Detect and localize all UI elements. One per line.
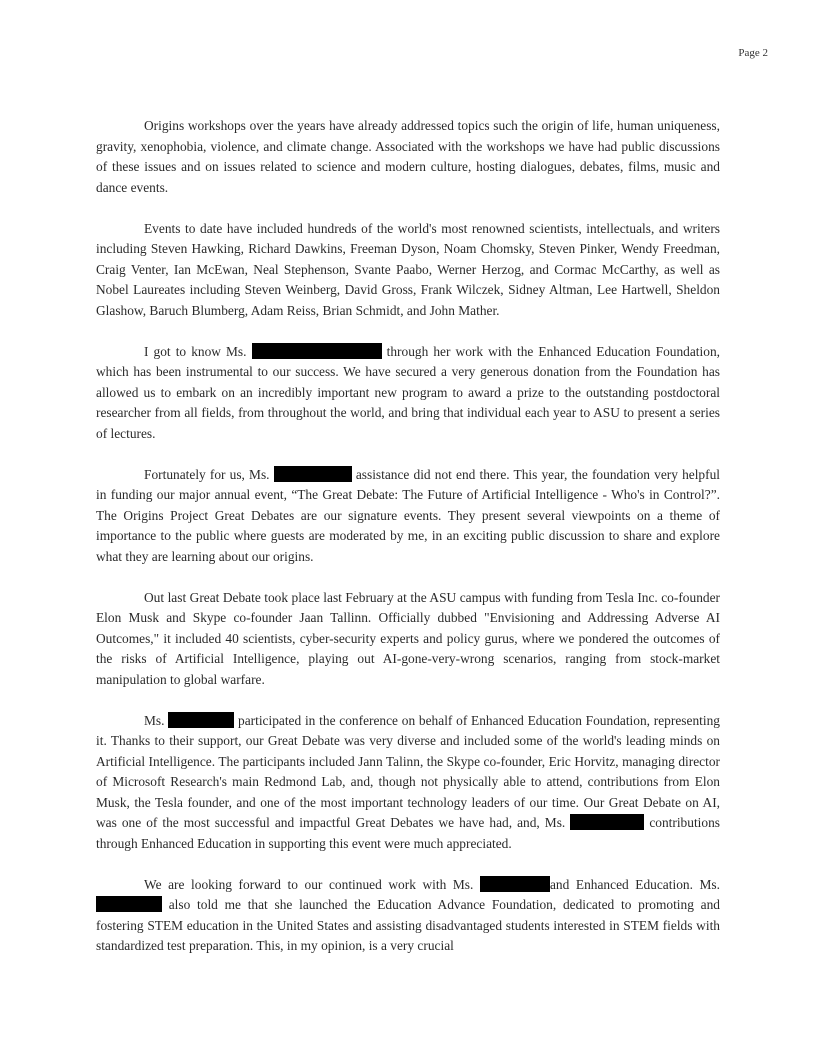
text-segment: Fortunately for us, Ms.	[144, 466, 270, 482]
text-segment: We are looking forward to our continued work with Ms.	[144, 876, 474, 892]
paragraph-conference-participation	[96, 711, 720, 855]
redaction-box	[480, 876, 550, 892]
redaction-box	[96, 896, 162, 912]
paragraph-enhanced-education	[96, 342, 720, 445]
text-segment: I got to know Ms.	[144, 343, 247, 359]
letter-body	[96, 116, 720, 977]
text-segment: contributions through Enhanced Education in supporting this event were much appreciated.	[96, 815, 720, 851]
redaction-box	[274, 466, 352, 482]
text-segment: participated in the conference on behalf of Enhanced Education Foundation, representing it. Thanks to their support, our Great Debate was very diverse and included some of the world's leading minds on Artificial Intelligence. The participants included Jann Talinn, the Skype co-founder, Eric Horvitz, managing director of Microsoft Research's main Redmond Lab, and, though not physically able to attend, contributions from Elon Musk, the Tesla founder, and one of the most important technology leaders of our time. Our Great Debate on AI, was one of the most successful and impactful Great Debates we have had, and, Ms.	[96, 712, 720, 830]
paragraph-origins-workshops: Origins workshops over the years have already addressed topics such the origin of life, human uniqueness, gravity, xenophobia, violence, and climate change. Associated with the workshops we have had public discussions of these issues and on issues related to science and modern culture, hosting dialogues, debates, films, music and dance events.	[96, 118, 720, 195]
text-segment: assistance did not end there. This year, the foundation very helpful in funding our major annual event, “The Great Debate: The Future of Artificial Intelligence - Who's in Control?”. The Origins Project Great Debates are our signature events. They present several viewpoints on a theme of importance to the public where guests are moderated by me, in an exciting public discussion to share and explore what they are learning about our origins.	[96, 466, 720, 564]
text-segment: and Enhanced Education. Ms.	[549, 876, 720, 892]
text-segment: through her work with the Enhanced Education Foundation, which has been instrumental to our success. We have secured a very generous donation from the Foundation has allowed us to embark on an incredibly important new program to award a prize to the outstanding postdoctoral researcher from all fields, from throughout the world, and bring that individual each year to ASU to present a series of lectures.	[96, 343, 720, 441]
paragraph-events-to-date: Events to date have included hundreds of the world's most renowned scientists, intellectuals, and writers including Steven Hawking, Richard Dawkins, Freeman Dyson, Noam Chomsky, Steven Pinker, Wendy Freedman, Craig Venter, Ian McEwan, Neal Stephenson, Svante Paabo, Werner Herzog, and Cormac McCarthy, as well as Nobel Laureates including Steven Weinberg, David Gross, Frank Wilczek, Sidney Altman, Lee Hartwell, Sheldon Glashow, Baruch Blumberg, Adam Reiss, Brian Schmidt, and John Mather.	[96, 220, 720, 318]
redaction-box	[252, 343, 382, 359]
text-segment: also told me that she launched the Education Advance Foundation, dedicated to promoting and fostering STEM education in the United States and assisting disadvantaged students interested in STEM fields with standardized test preparation. This, in my opinion, is a very crucial	[96, 897, 720, 953]
paragraph-continued-work	[96, 875, 720, 957]
redaction-box	[168, 712, 234, 728]
paragraph-great-debate-funding	[96, 465, 720, 568]
paragraph-last-great-debate: Out last Great Debate took place last February at the ASU campus with funding from Tesla Inc. co-founder Elon Musk and Skype co-founder Jaan Tallinn. Officially dubbed "Envisioning and Addressing Adverse AI Outcomes," it included 40 scientists, cyber-security experts and policy gurus, where we pondered the outcomes of the risks of Artificial Intelligence, playing out AI-gone-very-wrong scenarios, ranging from stock-market manipulation to global warfare.	[96, 589, 720, 687]
text-segment: Ms.	[144, 712, 165, 728]
page-number: Page 2	[738, 47, 768, 59]
redaction-box	[570, 814, 644, 830]
